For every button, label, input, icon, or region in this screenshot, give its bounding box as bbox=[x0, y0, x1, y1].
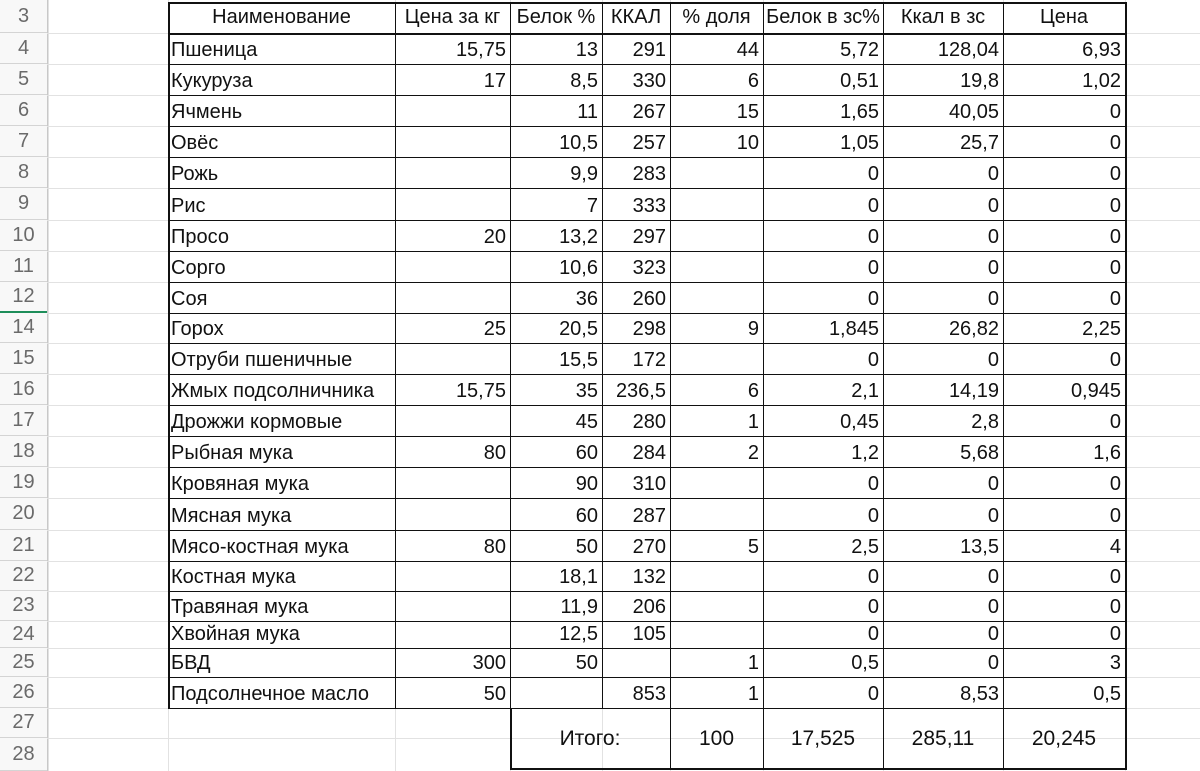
value-cell[interactable]: 1 bbox=[747, 411, 759, 433]
value-cell[interactable]: 0 bbox=[987, 349, 999, 371]
value-cell[interactable]: 80 bbox=[483, 536, 506, 558]
value-cell[interactable]: 0,945 bbox=[1070, 380, 1121, 402]
table-border bbox=[168, 343, 1127, 344]
value-cell[interactable]: 1,05 bbox=[840, 132, 879, 154]
value-cell[interactable]: 0 bbox=[987, 596, 999, 618]
value-cell[interactable]: 15,75 bbox=[455, 380, 506, 402]
row-header[interactable]: 27 bbox=[0, 708, 47, 738]
value-cell[interactable]: 2,8 bbox=[971, 411, 999, 433]
value-cell[interactable]: 25,7 bbox=[960, 132, 999, 154]
value-cell[interactable]: 20,5 bbox=[559, 318, 598, 340]
ingredient-name-cell[interactable]: Мясо-костная мука bbox=[171, 536, 349, 558]
value-cell[interactable]: 1,845 bbox=[828, 318, 879, 340]
value-cell[interactable]: 13 bbox=[575, 39, 598, 61]
value-cell[interactable]: 5,68 bbox=[960, 442, 999, 464]
table-border bbox=[168, 64, 1127, 65]
value-cell[interactable]: 26,82 bbox=[948, 318, 999, 340]
total-label[interactable]: Итого: bbox=[559, 726, 621, 750]
value-cell[interactable]: 280 bbox=[632, 411, 666, 433]
value-cell[interactable]: 3 bbox=[1109, 652, 1121, 674]
value-cell[interactable] bbox=[395, 126, 510, 157]
value-cell[interactable] bbox=[395, 621, 510, 648]
value-cell[interactable]: 0 bbox=[1109, 132, 1121, 154]
value-cell[interactable] bbox=[670, 282, 763, 313]
table-border bbox=[602, 2, 603, 709]
value-cell[interactable] bbox=[670, 591, 763, 621]
value-cell[interactable]: 5,72 bbox=[840, 39, 879, 61]
value-cell[interactable]: 323 bbox=[632, 257, 666, 279]
row-header[interactable]: 4 bbox=[0, 33, 47, 64]
row-header[interactable]: 24 bbox=[0, 621, 47, 648]
value-cell[interactable]: 257 bbox=[632, 132, 666, 154]
row-header[interactable]: 16 bbox=[0, 374, 47, 405]
value-cell[interactable]: 297 bbox=[632, 226, 666, 248]
row-header[interactable]: 19 bbox=[0, 467, 47, 498]
table-border bbox=[1003, 2, 1004, 709]
value-cell[interactable]: 0 bbox=[987, 288, 999, 310]
value-cell[interactable]: 1,65 bbox=[840, 101, 879, 123]
value-cell[interactable] bbox=[395, 188, 510, 220]
value-cell[interactable]: 0 bbox=[1109, 566, 1121, 588]
value-cell[interactable]: 0 bbox=[987, 652, 999, 674]
column-header-cell[interactable]: % доля bbox=[682, 5, 751, 28]
value-cell[interactable]: 128,04 bbox=[937, 39, 999, 61]
table-border bbox=[168, 313, 1127, 314]
row-header[interactable]: 6 bbox=[0, 95, 47, 126]
value-cell[interactable]: 853 bbox=[632, 683, 666, 705]
value-cell[interactable]: 0 bbox=[867, 683, 879, 705]
ingredient-name-cell[interactable]: Отруби пшеничные bbox=[171, 349, 353, 371]
value-cell[interactable]: 9,9 bbox=[570, 163, 598, 185]
column-header-cell[interactable]: Цена bbox=[1039, 5, 1089, 28]
value-cell[interactable]: 35 bbox=[575, 380, 598, 402]
value-cell[interactable] bbox=[602, 648, 670, 677]
ingredient-name-cell[interactable]: Рис bbox=[171, 195, 206, 217]
value-cell[interactable]: 0 bbox=[1109, 411, 1121, 433]
value-cell[interactable]: 40,05 bbox=[948, 101, 999, 123]
row-header[interactable]: 20 bbox=[0, 498, 47, 530]
value-cell[interactable]: 60 bbox=[575, 505, 598, 527]
table-border bbox=[168, 467, 1127, 468]
value-cell[interactable]: 0 bbox=[1109, 163, 1121, 185]
ingredient-name-cell[interactable]: Сорго bbox=[171, 257, 226, 279]
value-cell[interactable] bbox=[670, 498, 763, 530]
row-header[interactable]: 15 bbox=[0, 343, 47, 374]
value-cell[interactable]: 0 bbox=[987, 226, 999, 248]
table-border bbox=[168, 708, 1127, 709]
table-border bbox=[168, 621, 1127, 622]
value-cell[interactable]: 0 bbox=[867, 596, 879, 618]
value-cell[interactable]: 2,5 bbox=[851, 536, 879, 558]
table-border bbox=[670, 2, 671, 709]
ingredient-name-cell[interactable]: Рожь bbox=[171, 163, 219, 185]
table-border bbox=[1125, 2, 1127, 709]
row-header[interactable]: 7 bbox=[0, 126, 47, 157]
ingredient-name-cell[interactable]: БВД bbox=[171, 652, 211, 674]
value-cell[interactable]: 0 bbox=[987, 473, 999, 495]
value-cell[interactable]: 0 bbox=[1109, 349, 1121, 371]
value-cell[interactable]: 0 bbox=[1109, 596, 1121, 618]
value-cell[interactable]: 10,6 bbox=[559, 257, 598, 279]
value-cell[interactable]: 298 bbox=[632, 318, 666, 340]
ingredient-name-cell[interactable]: Рыбная мука bbox=[171, 442, 294, 464]
value-cell[interactable]: 0 bbox=[867, 288, 879, 310]
row-header[interactable]: 10 bbox=[0, 220, 47, 251]
value-cell[interactable]: 284 bbox=[632, 442, 666, 464]
value-cell[interactable]: 19,8 bbox=[960, 70, 999, 92]
row-header[interactable]: 5 bbox=[0, 64, 47, 95]
ingredient-name-cell[interactable]: Кровяная мука bbox=[171, 473, 309, 495]
value-cell[interactable]: 0 bbox=[1109, 195, 1121, 217]
value-cell[interactable]: 2,25 bbox=[1082, 318, 1121, 340]
column-header-cell[interactable]: Белок в зс% bbox=[766, 5, 880, 28]
table-border bbox=[1003, 708, 1004, 768]
row-header[interactable]: 14 bbox=[0, 313, 47, 343]
value-cell[interactable] bbox=[670, 467, 763, 498]
value-cell[interactable]: 0 bbox=[867, 226, 879, 248]
value-cell[interactable]: 0 bbox=[987, 623, 999, 645]
value-cell[interactable] bbox=[670, 251, 763, 282]
value-cell[interactable]: 6 bbox=[747, 380, 759, 402]
value-cell[interactable]: 0 bbox=[867, 163, 879, 185]
table-border bbox=[168, 2, 170, 709]
value-cell[interactable] bbox=[395, 282, 510, 313]
row-header[interactable]: 23 bbox=[0, 591, 47, 621]
value-cell[interactable]: 17 bbox=[483, 70, 506, 92]
row-header[interactable]: 11 bbox=[0, 251, 47, 282]
value-cell[interactable]: 90 bbox=[575, 473, 598, 495]
value-cell[interactable]: 8,53 bbox=[960, 683, 999, 705]
ingredient-name-cell[interactable]: Мясная мука bbox=[171, 505, 292, 527]
value-cell[interactable] bbox=[395, 343, 510, 374]
row-header[interactable]: 21 bbox=[0, 530, 47, 561]
value-cell[interactable]: 310 bbox=[632, 473, 666, 495]
ingredient-name-cell[interactable]: Жмых подсолничника bbox=[171, 380, 375, 402]
row-header[interactable]: 28 bbox=[0, 738, 47, 771]
row-header[interactable]: 25 bbox=[0, 648, 47, 677]
value-cell[interactable]: 0 bbox=[867, 473, 879, 495]
value-cell[interactable]: 13,2 bbox=[559, 226, 598, 248]
value-cell[interactable]: 50 bbox=[575, 652, 598, 674]
ingredient-name-cell[interactable]: Просо bbox=[171, 226, 229, 248]
value-cell[interactable]: 45 bbox=[575, 411, 598, 433]
column-header-cell[interactable]: Наименование bbox=[212, 5, 351, 28]
value-cell[interactable]: 50 bbox=[575, 536, 598, 558]
value-cell[interactable]: 1,02 bbox=[1082, 70, 1121, 92]
value-cell[interactable]: 0,51 bbox=[840, 70, 879, 92]
value-cell[interactable]: 267 bbox=[632, 101, 666, 123]
ingredient-name-cell[interactable]: Овёс bbox=[171, 132, 219, 154]
value-cell[interactable]: 11 bbox=[577, 101, 598, 123]
row-header[interactable]: 8 bbox=[0, 157, 47, 188]
table-border bbox=[168, 591, 1127, 592]
table-border bbox=[168, 282, 1127, 283]
row-header[interactable]: 26 bbox=[0, 677, 47, 708]
value-cell[interactable]: 8,5 bbox=[570, 70, 598, 92]
value-cell[interactable]: 236,5 bbox=[615, 380, 666, 402]
total-price-cell[interactable]: 20,245 bbox=[1031, 726, 1097, 750]
value-cell[interactable]: 0 bbox=[1109, 505, 1121, 527]
table-border bbox=[168, 530, 1127, 531]
column-header-cell[interactable]: Белок % bbox=[516, 5, 596, 28]
value-cell[interactable] bbox=[395, 467, 510, 498]
table-border bbox=[883, 2, 884, 709]
table-border bbox=[168, 251, 1127, 252]
value-cell[interactable]: 300 bbox=[472, 652, 506, 674]
row-header[interactable]: 22 bbox=[0, 561, 47, 591]
value-cell[interactable]: 0 bbox=[987, 195, 999, 217]
row-header[interactable]: 17 bbox=[0, 405, 47, 436]
table-border bbox=[670, 708, 671, 768]
value-cell[interactable] bbox=[670, 188, 763, 220]
value-cell[interactable]: 0 bbox=[867, 505, 879, 527]
ingredient-name-cell[interactable]: Пшеница bbox=[171, 39, 258, 61]
value-cell[interactable]: 0 bbox=[987, 566, 999, 588]
table-border bbox=[168, 405, 1127, 406]
value-cell[interactable] bbox=[670, 220, 763, 251]
value-cell[interactable] bbox=[395, 498, 510, 530]
value-cell[interactable]: 44 bbox=[736, 39, 759, 61]
value-cell[interactable] bbox=[395, 405, 510, 436]
value-cell[interactable]: 0 bbox=[1109, 623, 1121, 645]
table-border bbox=[168, 677, 1127, 678]
value-cell[interactable] bbox=[395, 95, 510, 126]
value-cell[interactable]: 15,5 bbox=[559, 349, 598, 371]
table-border bbox=[395, 2, 396, 709]
table-border bbox=[168, 188, 1127, 189]
value-cell[interactable] bbox=[395, 561, 510, 591]
value-cell[interactable]: 7 bbox=[586, 195, 598, 217]
value-cell[interactable] bbox=[510, 677, 602, 708]
value-cell[interactable]: 6 bbox=[747, 70, 759, 92]
value-cell[interactable]: 0 bbox=[1109, 257, 1121, 279]
ingredient-name-cell[interactable]: Подсолнечное масло bbox=[171, 683, 369, 705]
value-cell[interactable]: 283 bbox=[632, 163, 666, 185]
table-border bbox=[168, 498, 1127, 499]
value-cell[interactable]: 0,45 bbox=[840, 411, 879, 433]
total-kcal-cell[interactable]: 285,11 bbox=[911, 726, 975, 750]
gridline-vertical bbox=[48, 0, 49, 771]
value-cell[interactable]: 270 bbox=[632, 536, 666, 558]
row-header[interactable]: 3 bbox=[0, 0, 47, 33]
value-cell[interactable]: 2,1 bbox=[851, 380, 879, 402]
table-border bbox=[763, 2, 764, 709]
value-cell[interactable]: 10,5 bbox=[559, 132, 598, 154]
value-cell[interactable]: 0 bbox=[1109, 473, 1121, 495]
ingredient-name-cell[interactable]: Горох bbox=[171, 318, 224, 340]
ingredient-name-cell[interactable]: Травяная мука bbox=[171, 596, 309, 618]
value-cell[interactable]: 1 bbox=[747, 683, 759, 705]
value-cell[interactable]: 1,2 bbox=[851, 442, 879, 464]
value-cell[interactable]: 132 bbox=[632, 566, 666, 588]
table-border bbox=[763, 708, 764, 768]
value-cell[interactable]: 0 bbox=[867, 349, 879, 371]
ingredient-name-cell[interactable]: Ячмень bbox=[171, 101, 243, 123]
total-protein-cell[interactable]: 17,525 bbox=[790, 726, 856, 750]
table-border bbox=[168, 33, 1127, 35]
table-border bbox=[168, 220, 1127, 221]
table-border bbox=[168, 561, 1127, 562]
value-cell[interactable]: 80 bbox=[483, 442, 506, 464]
ingredient-name-cell[interactable]: Дрожжи кормовые bbox=[171, 411, 343, 433]
value-cell[interactable]: 36 bbox=[575, 288, 598, 310]
value-cell[interactable]: 172 bbox=[632, 349, 666, 371]
table-border bbox=[168, 374, 1127, 375]
value-cell[interactable]: 14,19 bbox=[948, 380, 999, 402]
value-cell[interactable]: 0 bbox=[1109, 226, 1121, 248]
value-cell[interactable]: 0 bbox=[867, 195, 879, 217]
value-cell[interactable]: 25 bbox=[483, 318, 506, 340]
value-cell[interactable]: 260 bbox=[632, 288, 666, 310]
value-cell[interactable]: 15,75 bbox=[455, 39, 506, 61]
value-cell[interactable]: 333 bbox=[632, 195, 666, 217]
table-border bbox=[883, 708, 884, 768]
table-border bbox=[168, 126, 1127, 127]
value-cell[interactable]: 0 bbox=[1109, 288, 1121, 310]
value-cell[interactable]: 4 bbox=[1109, 536, 1121, 558]
value-cell[interactable] bbox=[395, 157, 510, 188]
table-border bbox=[168, 157, 1127, 158]
table-border bbox=[168, 2, 1127, 4]
value-cell[interactable]: 10 bbox=[736, 132, 759, 154]
table-border bbox=[510, 2, 511, 709]
value-cell[interactable]: 5 bbox=[747, 536, 759, 558]
value-cell[interactable]: 11,9 bbox=[560, 596, 598, 618]
value-cell[interactable]: 330 bbox=[632, 70, 666, 92]
value-cell[interactable]: 60 bbox=[575, 442, 598, 464]
value-cell[interactable]: 0 bbox=[867, 623, 879, 645]
value-cell[interactable]: 0,5 bbox=[851, 652, 879, 674]
row-header[interactable]: 12 bbox=[0, 282, 47, 313]
table-border bbox=[168, 95, 1127, 96]
value-cell[interactable] bbox=[395, 251, 510, 282]
ingredient-name-cell[interactable]: Хвойная мука bbox=[171, 623, 300, 645]
value-cell[interactable]: 0 bbox=[987, 257, 999, 279]
value-cell[interactable]: 291 bbox=[632, 39, 666, 61]
column-header-cell[interactable]: ККАЛ bbox=[610, 5, 662, 28]
table-border bbox=[168, 436, 1127, 437]
table-border bbox=[510, 708, 512, 770]
value-cell[interactable]: 105 bbox=[632, 623, 666, 645]
table-border bbox=[1125, 708, 1127, 770]
value-cell[interactable]: 18,1 bbox=[559, 566, 598, 588]
value-cell[interactable]: 1,6 bbox=[1093, 442, 1121, 464]
value-cell[interactable]: 0 bbox=[867, 257, 879, 279]
value-cell[interactable]: 287 bbox=[632, 505, 666, 527]
value-cell[interactable]: 50 bbox=[483, 683, 506, 705]
value-cell[interactable] bbox=[670, 621, 763, 648]
value-cell[interactable]: 2 bbox=[747, 442, 759, 464]
table-border bbox=[168, 648, 1127, 649]
value-cell[interactable]: 20 bbox=[483, 226, 506, 248]
ingredient-name-cell[interactable]: Костная мука bbox=[171, 566, 296, 588]
value-cell[interactable] bbox=[395, 591, 510, 621]
value-cell[interactable]: 0 bbox=[987, 163, 999, 185]
column-header-cell[interactable]: Ккал в зс bbox=[900, 5, 986, 28]
value-cell[interactable]: 15 bbox=[736, 101, 759, 123]
value-cell[interactable]: 0 bbox=[1109, 101, 1121, 123]
row-header[interactable]: 18 bbox=[0, 436, 47, 467]
value-cell[interactable]: 1 bbox=[747, 652, 759, 674]
value-cell[interactable]: 0 bbox=[867, 566, 879, 588]
value-cell[interactable]: 0 bbox=[987, 505, 999, 527]
table-border bbox=[510, 768, 1127, 770]
total-share-cell[interactable]: 100 bbox=[698, 726, 735, 750]
value-cell[interactable]: 12,5 bbox=[559, 623, 598, 645]
value-cell[interactable]: 0,5 bbox=[1093, 683, 1121, 705]
value-cell[interactable] bbox=[670, 343, 763, 374]
column-header-cell[interactable]: Цена за кг bbox=[404, 5, 501, 28]
value-cell[interactable] bbox=[670, 157, 763, 188]
value-cell[interactable] bbox=[670, 561, 763, 591]
value-cell[interactable]: 6,93 bbox=[1082, 39, 1121, 61]
ingredient-name-cell[interactable]: Соя bbox=[171, 288, 208, 310]
value-cell[interactable]: 9 bbox=[747, 318, 759, 340]
ingredient-name-cell[interactable]: Кукуруза bbox=[171, 70, 253, 92]
value-cell[interactable]: 206 bbox=[632, 596, 666, 618]
value-cell[interactable]: 13,5 bbox=[960, 536, 999, 558]
row-header[interactable]: 9 bbox=[0, 188, 47, 220]
